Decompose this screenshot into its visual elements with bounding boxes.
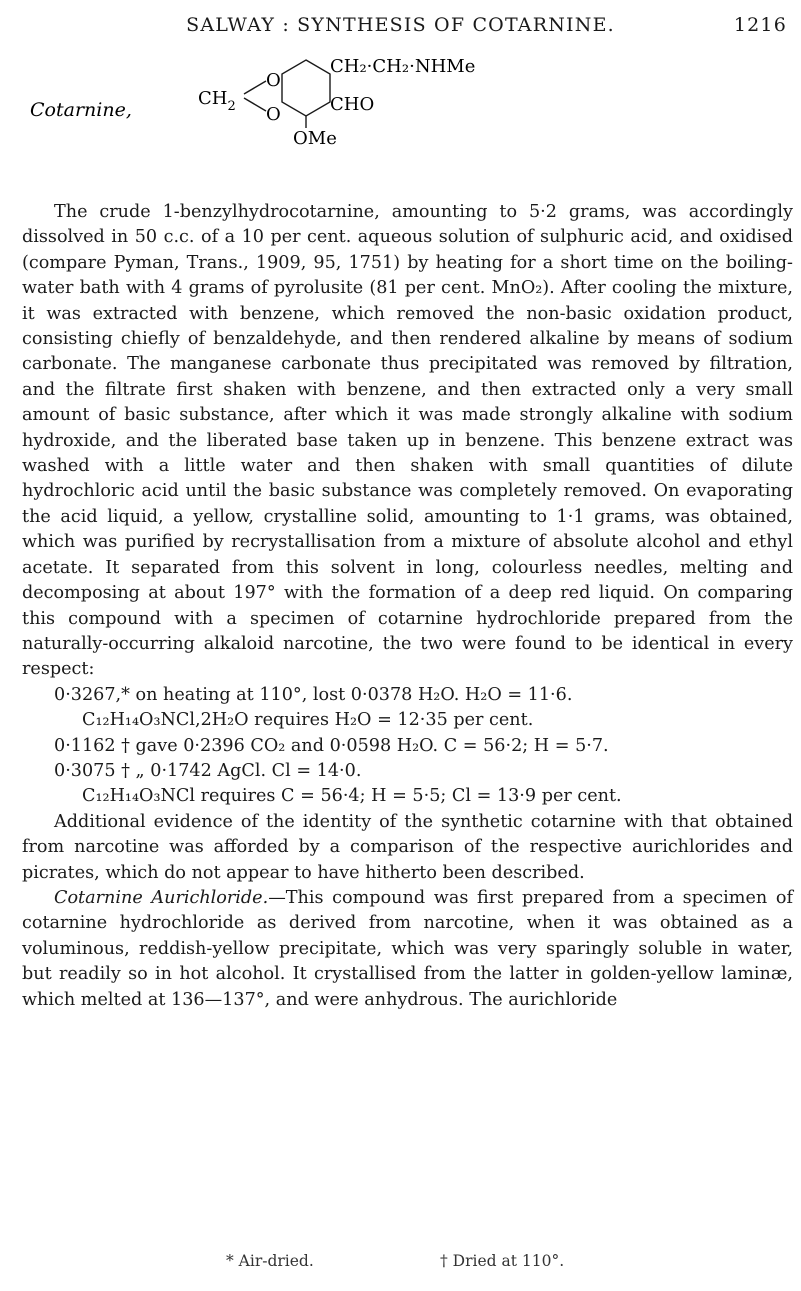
o-top: O <box>266 70 281 91</box>
analysis-line-required: C₁₂H₁₄O₃NCl requires C = 56·4; H = 5·5; Cl = 13·9 per cent. <box>82 786 622 807</box>
side-chain: CH₂·CH₂·NHMe <box>330 56 476 77</box>
ch2-group <box>198 88 236 114</box>
aurichloride-heading: Cotarnine Aurichloride. <box>54 887 269 908</box>
running-head-title: SALWAY : SYNTHESIS OF COTARNINE. <box>186 14 615 36</box>
cotarnine-structure <box>0 48 801 198</box>
ch2-text: CH <box>198 88 228 109</box>
running-head <box>0 14 801 40</box>
analysis-line-water-loss: 0·3267,* on heating at 110°, lost 0·0378 H₂O. H₂O = 11·6. <box>54 684 573 705</box>
article-body <box>22 200 793 1013</box>
aurichloride-text: —This compound was first prepared from a specimen of cotarnine hydrochloride as derived from narcotine, when it was obtained as a voluminous, reddish-yellow precipitate, which was very sparingly soluble in water, but readily so in hot alcohol. It crystallised from the latter in golden-yellow laminæ, which melted at 136—137°, and were anhydrous. The aurichloride <box>22 887 793 1010</box>
paragraph-evidence: Additional evidence of the identity of the synthetic cotarnine with that obtained from narcotine was afforded by a comparison of the respective aurichlorides and picrates, which do not appear to have hitherto been described. <box>22 811 793 883</box>
paragraph-aurichloride <box>22 886 793 1013</box>
ome-group: OMe <box>293 128 337 149</box>
benzene-ring <box>282 60 330 116</box>
bond-o-bottom <box>244 98 266 111</box>
bond-o-top <box>244 81 266 94</box>
page-number: 1216 <box>733 14 787 36</box>
cho-group: CHO <box>330 94 375 115</box>
structure-diagram <box>0 48 801 198</box>
footnote-dried-110: † Dried at 110°. <box>440 1252 565 1270</box>
analysis-line-water-required: C₁₂H₁₄O₃NCl,2H₂O requires H₂O = 12·35 per cent. <box>82 710 534 731</box>
analysis-line-chlorine: 0·3075 † „ 0·1742 AgCl. Cl = 14·0. <box>54 760 362 781</box>
paragraph-procedure: The crude 1-benzylhydrocotarnine, amounting to 5·2 grams, was accordingly dissolved in 50 c.c. of a 10 per cent. aqueous solution of sulphuric acid, and oxidised (compare Pyman, Trans., 1909, 95, 1751) by heating for a short time on the boiling-water bath with 4 grams of pyrolusite (81 per cent. MnO₂). After cooling the mixture, it was extracted with benzene, which removed the non-basic oxidation product, consisting chiefly of benzaldehyde, and then rendered alkaline by means of sodium carbonate. The manganese carbonate thus precipitated was removed by filtration, and the filtrate first shaken with benzene, and then extracted only a very small amount of basic substance, after which it was made strongly alkaline with sodium hydroxide, and the liberated base taken up in benzene. This benzene extract was washed with a little water and then shaken with small quantities of dilute hydrochloric acid until the basic substance was completely removed. On evaporating the acid liquid, a yellow, crystalline solid, amounting to 1·1 grams, was obtained, which was purified by recrystallisation from a mixture of absolute alcohol and ethyl acetate. It separated from this solvent in long, colourless needles, melting and decomposing at about 197° with the formation of a deep red liquid. On comparing this compound with a specimen of cotarnine hydrochloride prepared from the naturally-occurring alkaloid narcotine, the two were found to be identical in every respect: <box>22 202 793 680</box>
formula-label: Cotarnine, <box>30 99 132 121</box>
footnote-air-dried: * Air-dried. <box>226 1252 314 1270</box>
analysis-line-combustion: 0·1162 † gave 0·2396 CO₂ and 0·0598 H₂O. C = 56·2; H = 5·7. <box>54 735 609 756</box>
o-bottom: O <box>266 104 281 125</box>
ch2-subscript: 2 <box>227 99 236 114</box>
